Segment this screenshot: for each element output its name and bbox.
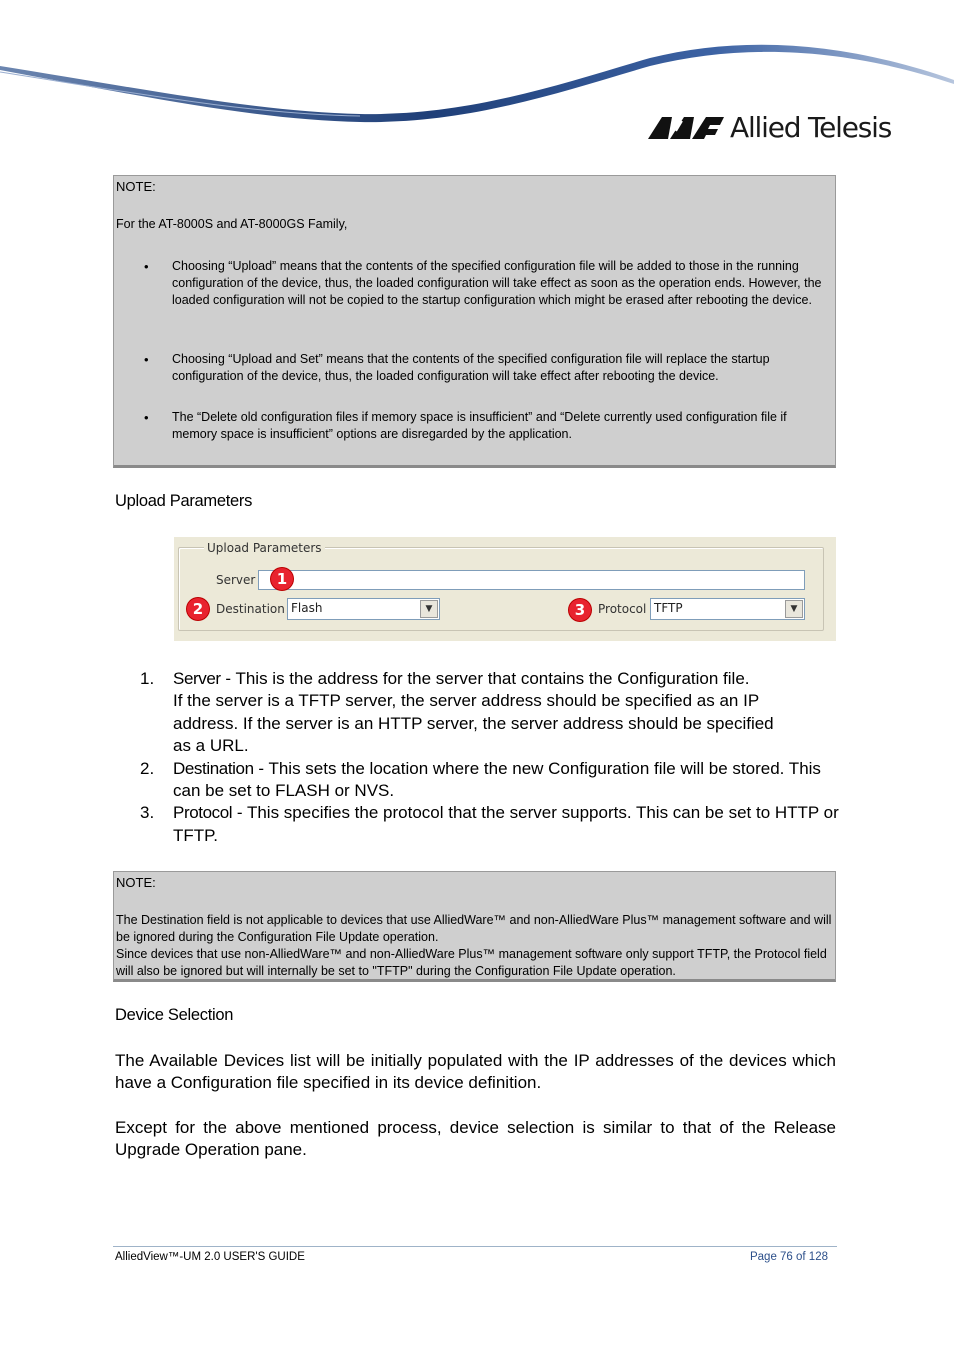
note-intro: For the AT-8000S and AT-8000GS Family, <box>116 217 348 231</box>
footer-page-number: Page 76 of 128 <box>749 1251 828 1263</box>
note-title: NOTE: <box>116 875 156 890</box>
parameter-list <box>140 668 840 847</box>
dropdown-arrow-icon[interactable]: ▼ <box>785 600 803 618</box>
list-item: 1. Server - This is the address for the server that contains the Configuration file. If the server is a TFTP server, the server address should be specified as an IP address. If the server is an HTTP server, the server address should be specified as a URL. <box>140 669 774 756</box>
protocol-select[interactable] <box>650 598 805 620</box>
callout-badge-1: 1 <box>271 568 293 590</box>
section-heading-upload-parameters: Upload Parameters <box>115 492 253 510</box>
note-bullet: • Choosing “Upload and Set” means that the contents of the specified configuration file will replace the startup configuration of the device, thus, the loaded configuration will take effect after rebooting the device. <box>144 352 770 383</box>
allied-telesis-logo <box>646 108 906 148</box>
footer-guide-title: AlliedView™-UM 2.0 USER'S GUIDE <box>115 1251 305 1263</box>
upload-parameters-screenshot <box>174 537 836 641</box>
server-input[interactable] <box>258 570 805 590</box>
list-item: 2. Destination - This sets the location where the new Configuration file will be stored. This can be set to FLASH or NVS. <box>140 758 821 801</box>
note-line: Since devices that use non-AlliedWare™ and non-AlliedWare Plus™ management software only support TFTP, the Protocol field will also be ignored but will internally be set to "TFTP" during the Configuration File Update operation. <box>116 947 827 978</box>
callout-badge-3: 3 <box>569 599 591 621</box>
section-heading-device-selection: Device Selection <box>115 1006 234 1024</box>
term-protocol: Protocol <box>173 803 233 823</box>
note-bullet: • Choosing “Upload” means that the contents of the specified configuration file will be added to those in the running configuration of the device, thus, the loaded configuration will take effect as soon as the operation ends. However, the loaded configuration will not be copied to the startup configuration which might be erased after rebooting the device. <box>144 259 822 307</box>
server-label: Server <box>216 573 256 587</box>
body-paragraph: Except for the above mentioned process, device selection is similar to that of the Release Upgrade Operation pane. <box>115 1118 836 1160</box>
note-title: NOTE: <box>116 179 156 194</box>
body-paragraph: The Available Devices list will be initially populated with the IP addresses of the devices which have a Configuration file specified in its device definition. <box>115 1051 836 1093</box>
logo-text: Allied Telesis <box>730 111 892 144</box>
dropdown-arrow-icon[interactable]: ▼ <box>420 600 438 618</box>
term-server: Server <box>173 669 221 688</box>
protocol-label: Protocol <box>598 602 647 616</box>
callout-badge-2: 2 <box>187 598 209 620</box>
protocol-value: TFTP <box>654 601 683 615</box>
list-item: 3. Protocol - This specifies the protocol that the server supports. This can be set to HTTP or TFTP. <box>140 803 839 845</box>
footer-divider <box>113 1246 837 1247</box>
note-box <box>113 871 836 982</box>
group-legend: Upload Parameters <box>204 541 325 555</box>
destination-value: Flash <box>291 601 323 615</box>
allied-telesis-logo-mark-icon <box>646 115 726 141</box>
note-line: The Destination field is not applicable to devices that use AlliedWare™ and non-AlliedWare Plus™ management software and will be ignored during the Configuration File Update operation. <box>116 913 832 944</box>
destination-select[interactable] <box>287 598 440 620</box>
note-box <box>113 175 836 468</box>
term-destination: Destination <box>173 758 254 778</box>
note-bullet: • The “Delete old configuration files if memory space is insufficient” and “Delete currently used configuration file if memory space is insufficient” options are disregarded by the application. <box>144 410 787 441</box>
destination-label: Destination <box>216 602 285 616</box>
